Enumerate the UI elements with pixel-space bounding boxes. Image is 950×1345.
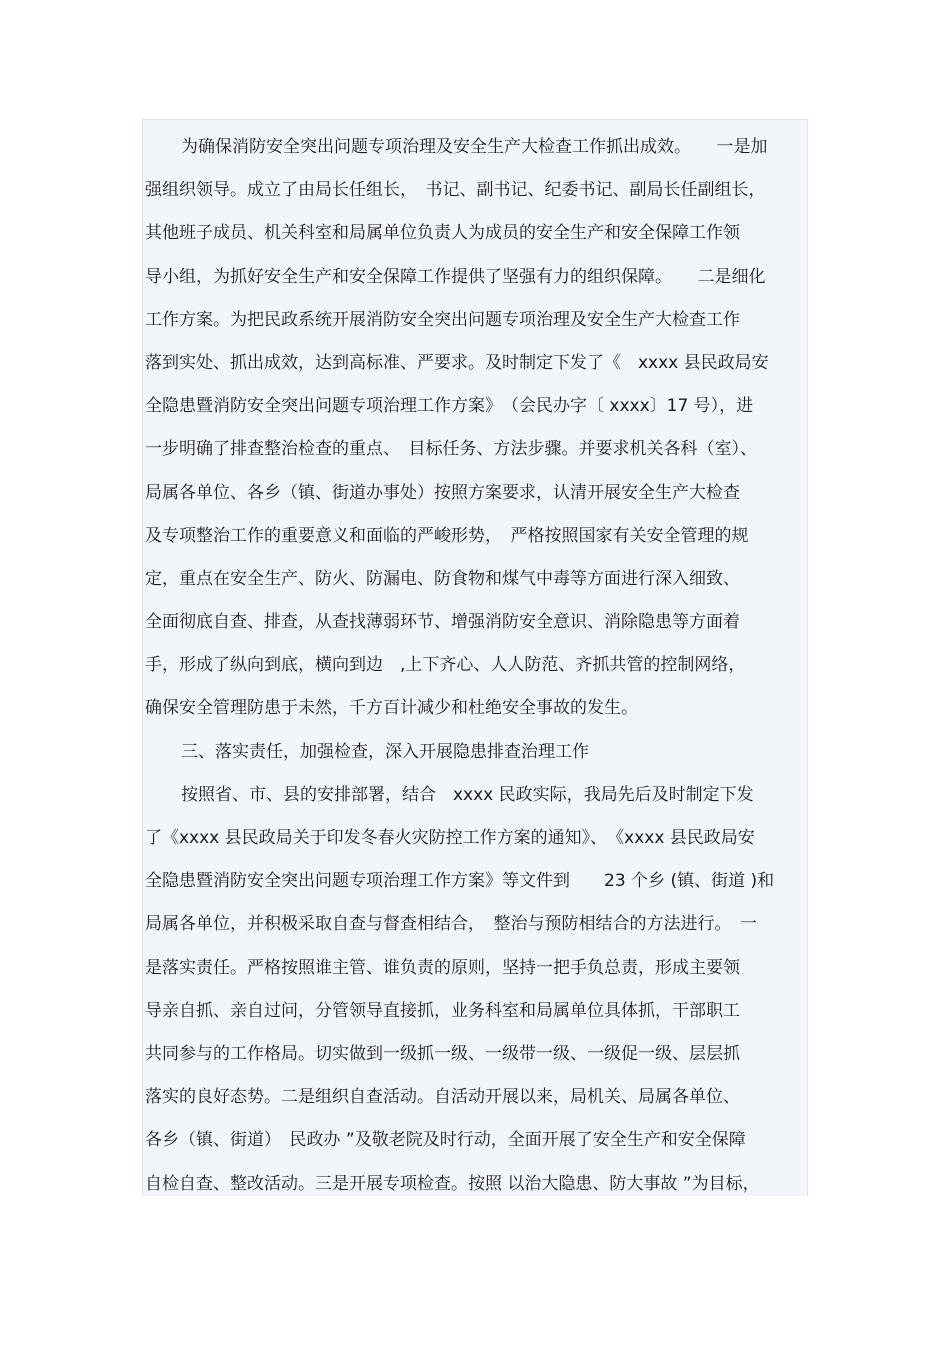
text-line: 导亲自抓、亲自过问，分管领导直接抓，业务科室和局属单位具体抓，干部职工 bbox=[145, 1000, 740, 1021]
text-line: 为确保消防安全突出问题专项治理及安全生产大检查工作抓出成效。 一是加 bbox=[181, 137, 768, 157]
text-line: 全隐患暨消防安全突出问题专项治理工作方案》等文件到 23 个乡 (镇、街道 )和 bbox=[145, 871, 775, 892]
text-line: 按照省、市、县的安排部署，结合 xxxx 民政实际，我局先后及时制定下发 bbox=[181, 784, 754, 805]
text-line: 共同参与的工作格局。切实做到一级抓一级、一级带一级、一级促一级、层层抓 bbox=[145, 1043, 740, 1064]
text-line: 其他班子成员、机关科室和局属单位负责人为成员的安全生产和安全保障工作领 bbox=[145, 223, 740, 244]
text-line: 自检自查、整改活动。三是开展专项检查。按照 以治大隐患、防大事故 ”为目标， bbox=[145, 1173, 760, 1194]
text-line: 全面彻底自查、排查，从查找薄弱环节、增强消防安全意识、消除隐患等方面着 bbox=[145, 612, 740, 633]
text-line: 工作方案。为把民政系统开展消防安全突出问题专项治理及安全生产大检查工作 bbox=[145, 309, 740, 330]
text-line: 手，形成了纵向到底，横向到边 ,上下齐心、人人防范、齐抓共管的控制网络， bbox=[145, 655, 746, 676]
text-line: 确保安全管理防患于未然，千方百计减少和杜绝安全事故的发生。 bbox=[145, 698, 638, 719]
text-line: 及专项整治工作的重要意义和面临的严峻形势， 严格按照国家有关安全管理的规 bbox=[145, 525, 749, 546]
text-line: 落实的良好态势。二是组织自查活动。自活动开展以来，局机关、局属各单位、 bbox=[145, 1087, 740, 1108]
document-body bbox=[145, 126, 809, 1206]
text-line: 强组织领导。成立了由局长任组长， 书记、副书记、纪委书记、副局长任副组长， bbox=[145, 180, 766, 201]
text-line: 各乡（镇、街道） 民政办 ”及敬老院及时行动，全面开展了安全生产和安全保障 bbox=[145, 1130, 746, 1151]
text-line: 全隐患暨消防安全突出问题专项治理工作方案》 （会民办字〔 xxxx〕17 号），进 bbox=[145, 396, 754, 417]
text-line: 局属各单位，并积极采取自查与督查相结合， 整治与预防相结合的方法进行。 一 bbox=[145, 914, 757, 935]
text-line: 了《xxxx 县民政局关于印发冬春火灾防控工作方案的通知》、 《xxxx 县民政局安 bbox=[145, 828, 755, 848]
text-line: 定，重点在安全生产、防火、防漏电、防食物和煤气中毒等方面进行深入细致、 bbox=[145, 568, 740, 589]
text-line: 局属各单位、各乡（镇、街道办事处）按照方案要求，认清开展安全生产大检查 bbox=[145, 482, 740, 503]
text-line: 是落实责任。严格按照谁主管、谁负责的原则，坚持一把手负总责，形成主要领 bbox=[145, 957, 740, 978]
text-line: 一步明确了排查整治检查的重点、 目标任务、方法步骤。并要求机关各科（室）、 bbox=[145, 439, 757, 460]
text-line: 三、落实责任，加强检查，深入开展隐患排查治理工作 bbox=[181, 741, 589, 762]
text-line: 落到实处、抓出成效，达到高标准、严要求。及时制定下发了《 xxxx 县民政局安 bbox=[145, 352, 769, 373]
text-line: 导小组，为抓好安全生产和安全保障工作提供了坚强有力的组织保障。 二是细化 bbox=[145, 266, 766, 287]
